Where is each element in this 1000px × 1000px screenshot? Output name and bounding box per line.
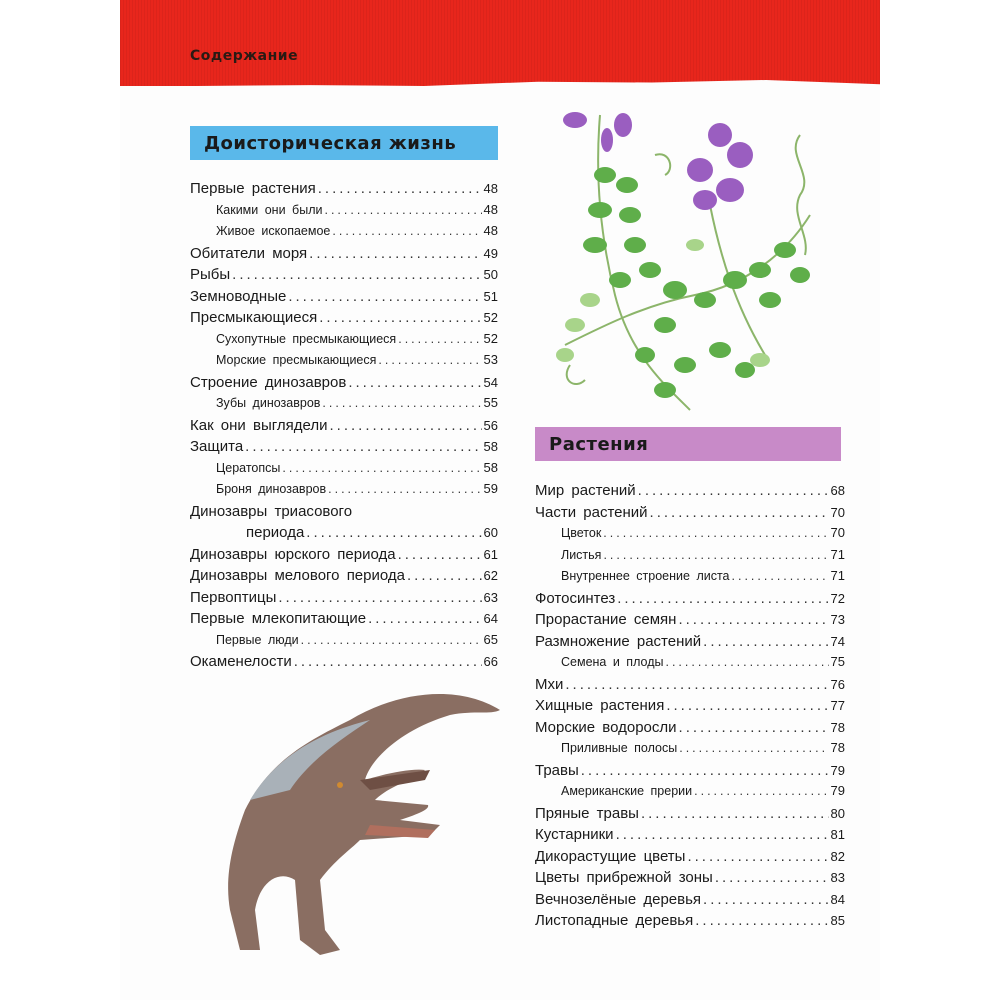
dot-leader	[603, 548, 828, 562]
toc-entry[interactable]	[535, 869, 845, 891]
section-title: Доисторическая жизнь	[204, 132, 457, 154]
toc-page-number: 68	[830, 483, 845, 498]
toc-page-number: 49	[483, 245, 498, 261]
dot-leader	[616, 826, 829, 843]
dot-leader	[232, 266, 481, 283]
toc-page-number: 73	[830, 612, 845, 627]
toc-page-number: 53	[483, 352, 498, 367]
dot-leader	[318, 180, 482, 197]
toc-page-number: 74	[830, 633, 845, 649]
dot-leader	[641, 805, 829, 822]
toc-page-number: 63	[483, 589, 498, 605]
toc-entry[interactable]	[535, 762, 845, 784]
toc-entry-label: Цветок	[561, 526, 602, 540]
page-title: Содержание	[190, 48, 299, 64]
toc-entry-label: Первые млекопитающие	[190, 610, 367, 627]
dot-leader	[638, 482, 829, 499]
toc-entry-label: Семена и плоды	[561, 655, 664, 669]
toc-entry[interactable]	[535, 590, 845, 612]
toc-entry-label: Цератопсы	[216, 460, 281, 475]
dot-leader	[294, 653, 482, 670]
toc-page-number: 79	[830, 762, 845, 778]
toc-page-number: 52	[483, 310, 498, 325]
dot-leader	[332, 224, 481, 238]
dot-leader	[319, 309, 481, 326]
dot-leader	[695, 912, 828, 929]
toc-page-number: 51	[483, 288, 498, 304]
toc-list-prehistoric-life	[190, 180, 498, 675]
toc-page-number: 50	[483, 267, 498, 282]
toc-page-number: 78	[830, 719, 845, 735]
toc-entry[interactable]	[535, 504, 845, 526]
toc-entry[interactable]	[190, 180, 498, 202]
toc-entry-label: Морские пресмыкающиеся	[216, 353, 377, 367]
dot-leader	[581, 762, 829, 779]
toc-entry-label: Американские прерии	[561, 784, 693, 798]
dot-leader	[407, 567, 482, 584]
dot-leader	[378, 353, 481, 367]
dot-leader	[694, 784, 828, 798]
dot-leader	[322, 396, 481, 410]
dot-leader	[301, 633, 482, 647]
toc-entry[interactable]	[190, 374, 498, 396]
toc-page-number: 70	[830, 525, 845, 540]
toc-page-number: 65	[483, 631, 498, 647]
dot-leader	[715, 869, 829, 886]
toc-entry[interactable]	[190, 503, 498, 525]
toc-entry[interactable]	[190, 610, 498, 632]
dot-leader	[329, 417, 481, 434]
dot-leader	[603, 526, 828, 540]
toc-entry-label: Динозавры юрского периода	[190, 545, 396, 563]
dot-leader	[288, 288, 481, 305]
toc-entry-label: Рыбы	[190, 266, 231, 283]
toc-page-number: 64	[483, 611, 498, 626]
toc-entry-label: периода	[246, 524, 305, 541]
toc-page-number: 54	[483, 374, 498, 390]
toc-entry-label: Защита	[190, 438, 244, 455]
dot-leader	[282, 461, 481, 475]
dot-leader	[398, 332, 481, 346]
toc-entry[interactable]	[190, 245, 498, 267]
toc-page-number: 55	[483, 395, 498, 410]
toc-entry[interactable]	[535, 826, 845, 848]
toc-page-number: 58	[483, 459, 498, 475]
dot-leader	[666, 697, 828, 714]
toc-entry-continuation[interactable]	[190, 524, 498, 546]
toc-page-number: 75	[830, 654, 845, 669]
toc-page-number: 61	[483, 546, 498, 562]
toc-page-number: 80	[830, 805, 845, 821]
toc-entry[interactable]	[535, 891, 845, 913]
toc-entry[interactable]	[190, 438, 498, 460]
toc-entry[interactable]	[535, 697, 845, 719]
toc-entry[interactable]	[190, 567, 498, 589]
toc-page-number: 85	[830, 913, 845, 928]
toc-subentry[interactable]	[535, 568, 845, 590]
toc-entry-label: Динозавры триасового	[190, 502, 353, 520]
toc-page-number: 56	[483, 417, 498, 433]
toc-page-number: 48	[483, 201, 498, 217]
toc-entry-label: Строение динозавров	[190, 373, 347, 391]
toc-page-number: 70	[830, 504, 845, 520]
toc-entry[interactable]	[535, 633, 845, 655]
toc-entry-label: Зубы динозавров	[216, 396, 321, 410]
toc-entry-label: Первые люди	[216, 632, 299, 647]
toc-entry-label: Пресмыкающиеся	[190, 309, 318, 326]
toc-entry[interactable]	[535, 848, 845, 870]
dinosaur-illustration	[200, 680, 510, 970]
toc-entry[interactable]	[190, 653, 498, 675]
toc-entry-label: Броня динозавров	[216, 482, 327, 496]
toc-entry-label: Сухопутные пресмыкающиеся	[216, 331, 397, 346]
toc-entry-label: Прорастание семян	[535, 611, 677, 628]
dot-leader	[245, 438, 481, 455]
toc-entry-label: Травы	[535, 761, 579, 779]
toc-page-number: 78	[830, 740, 845, 755]
toc-entry[interactable]	[535, 719, 845, 741]
toc-page-number: 60	[483, 525, 498, 540]
toc-entry-label: Мир растений	[535, 482, 636, 499]
toc-page-number: 71	[830, 546, 845, 562]
toc-subentry[interactable]	[535, 654, 845, 676]
toc-subentry[interactable]	[535, 525, 845, 547]
toc-entry-label: Живое ископаемое	[216, 224, 331, 238]
dot-leader	[348, 374, 481, 391]
toc-entry-label: Приливные полосы	[561, 741, 678, 755]
toc-entry-label: Как они выглядели	[190, 416, 328, 434]
toc-entry[interactable]	[190, 266, 498, 288]
toc-entry-label: Динозавры мелового периода	[190, 567, 405, 584]
toc-page-number: 72	[830, 590, 845, 606]
header-band	[120, 0, 880, 86]
toc-entry-label: Хищные растения	[535, 697, 665, 714]
toc-entry-label: Цветы прибрежной зоны	[535, 869, 713, 886]
toc-entry[interactable]	[190, 288, 498, 310]
toc-page-number: 79	[830, 783, 845, 798]
dot-leader	[565, 676, 828, 693]
toc-entry[interactable]	[535, 805, 845, 827]
dot-leader	[703, 633, 828, 650]
toc-subentry[interactable]	[190, 352, 498, 374]
toc-page-number: 83	[830, 870, 845, 885]
toc-page-number: 71	[830, 568, 845, 583]
toc-page-number: 48	[483, 181, 498, 196]
dot-leader	[665, 655, 828, 669]
toc-entry-label: Части растений	[535, 503, 648, 521]
dot-leader	[687, 848, 828, 865]
toc-page-number: 84	[830, 891, 845, 907]
toc-page-number: 82	[830, 848, 845, 864]
dot-leader	[368, 610, 481, 627]
dot-leader	[732, 569, 829, 583]
toc-entry-label: Мхи	[535, 675, 564, 693]
toc-entry[interactable]	[190, 309, 498, 331]
toc-entry-label: Листопадные деревья	[535, 912, 694, 929]
dot-leader	[679, 719, 829, 736]
dot-leader	[324, 203, 481, 217]
toc-entry[interactable]	[535, 676, 845, 698]
toc-subentry[interactable]	[190, 223, 498, 245]
toc-subentry[interactable]	[190, 481, 498, 503]
section-title: Растения	[549, 433, 649, 455]
toc-entry[interactable]	[535, 482, 845, 504]
toc-entry-label: Какими они были	[216, 202, 323, 217]
toc-entry-label: Дикорастущие цветы	[535, 847, 686, 865]
toc-entry-label: Размножение растений	[535, 632, 702, 650]
toc-page-number: 62	[483, 568, 498, 583]
section-header-prehistoric-life	[190, 126, 498, 160]
toc-page-number: 66	[483, 654, 498, 669]
toc-entry-label: Фотосинтез	[535, 589, 616, 607]
dot-leader	[703, 891, 829, 908]
toc-subentry[interactable]	[535, 783, 845, 805]
dot-leader	[309, 245, 481, 262]
sweet-pea-illustration	[545, 95, 825, 415]
toc-entry[interactable]	[190, 417, 498, 439]
toc-entry[interactable]	[535, 912, 845, 934]
toc-page-number: 76	[830, 676, 845, 692]
toc-entry-label: Кустарники	[535, 826, 614, 843]
dot-leader	[398, 546, 482, 563]
toc-subentry[interactable]	[190, 395, 498, 417]
toc-subentry[interactable]	[190, 202, 498, 224]
dot-leader	[650, 504, 829, 521]
toc-entry-label: Пряные травы	[535, 804, 639, 822]
toc-page-number: 52	[483, 330, 498, 346]
toc-entry-label: Окаменелости	[190, 653, 292, 670]
toc-entry-label: Обитатели моря	[190, 244, 308, 262]
dot-leader	[328, 482, 481, 496]
toc-subentry[interactable]	[535, 547, 845, 569]
toc-entry-label: Первоптицы	[190, 588, 277, 606]
toc-page-number: 48	[483, 223, 498, 238]
toc-subentry[interactable]	[190, 460, 498, 482]
toc-entry-label: Первые растения	[190, 180, 316, 197]
toc-subentry[interactable]	[190, 632, 498, 654]
toc-entry-label: Земноводные	[190, 287, 287, 305]
toc-subentry[interactable]	[535, 740, 845, 762]
section-header-plants	[535, 427, 841, 461]
toc-entry[interactable]	[535, 611, 845, 633]
toc-entry-label: Вечнозелёные деревья	[535, 890, 702, 908]
toc-page-number: 81	[830, 827, 845, 842]
dot-leader	[679, 741, 828, 755]
dot-leader	[306, 524, 481, 541]
toc-page-number: 59	[483, 481, 498, 496]
toc-subentry[interactable]	[190, 331, 498, 353]
toc-entry-label: Листья	[561, 547, 602, 562]
toc-list-plants	[535, 482, 845, 934]
dot-leader	[617, 590, 828, 607]
toc-entry-label: Внутреннее строение листа	[561, 569, 730, 583]
toc-entry-label: Морские водоросли	[535, 718, 677, 736]
dot-leader	[278, 589, 481, 606]
dot-leader	[678, 611, 828, 628]
toc-entry[interactable]	[190, 589, 498, 611]
toc-page-number: 77	[830, 698, 845, 713]
toc-page-number: 58	[483, 439, 498, 454]
toc-entry[interactable]	[190, 546, 498, 568]
